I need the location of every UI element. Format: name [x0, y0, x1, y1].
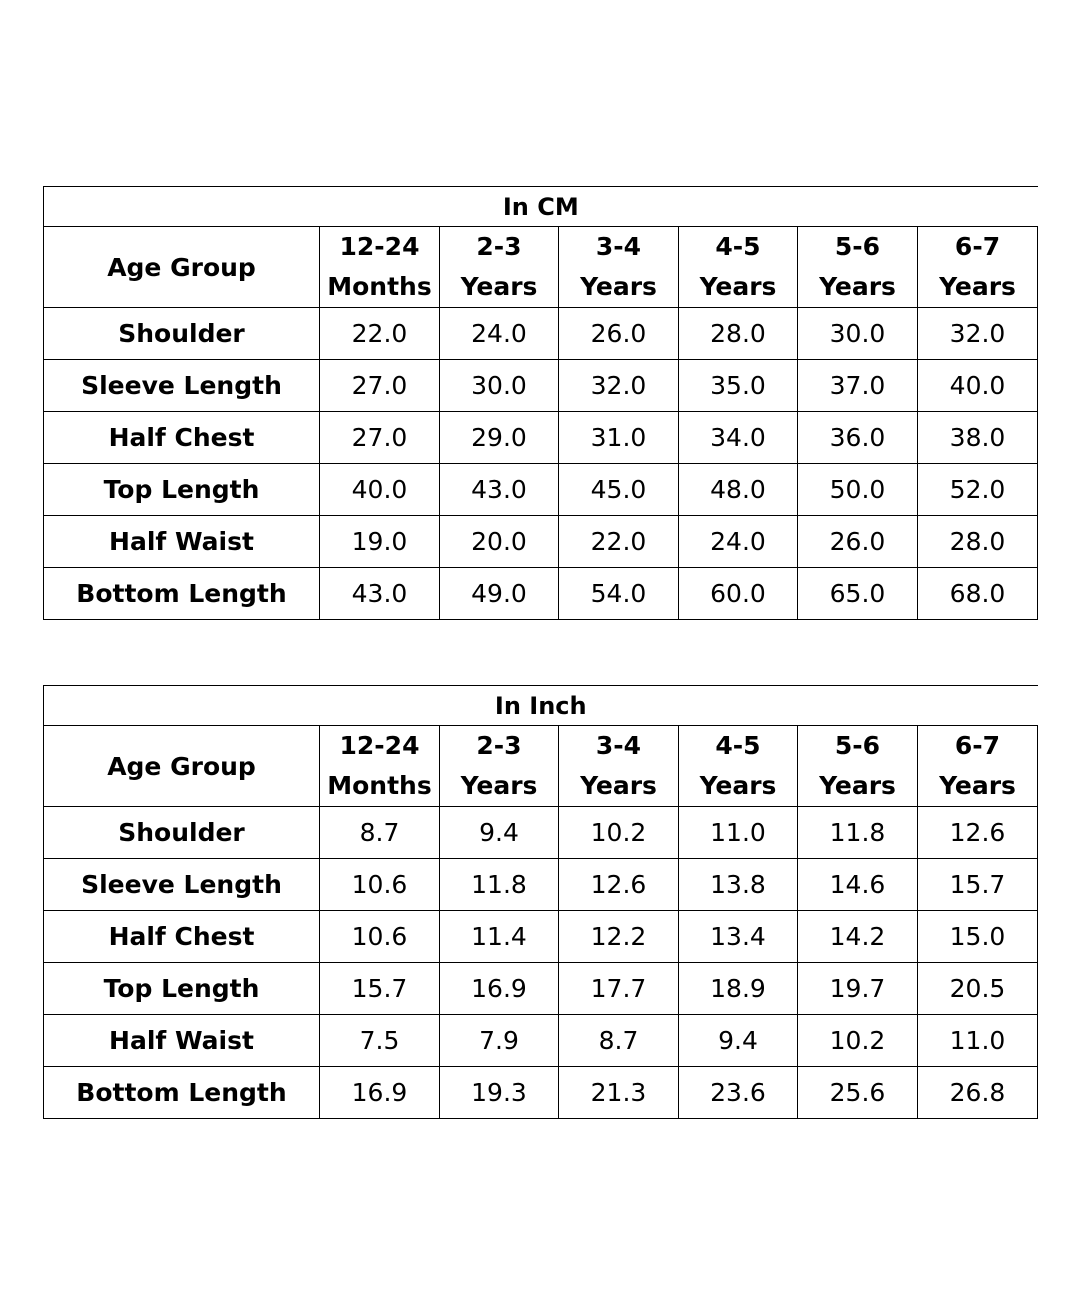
column-header [798, 227, 918, 308]
row-label: Bottom Length [44, 568, 320, 620]
table-row [44, 308, 1038, 360]
table-cell: 12.2 [559, 911, 679, 963]
table-cell: 19.3 [440, 1067, 559, 1119]
table-cell: 15.7 [320, 963, 440, 1015]
table-cell: 7.5 [320, 1015, 440, 1067]
row-label: Half Waist [44, 516, 320, 568]
table-cell: 11.0 [918, 1015, 1038, 1067]
table-cell: 14.2 [798, 911, 918, 963]
table-cell: 52.0 [918, 464, 1038, 516]
table-cell: 16.9 [320, 1067, 440, 1119]
table-cell: 34.0 [679, 412, 798, 464]
table-cell: 32.0 [559, 360, 679, 412]
table-cell: 8.7 [559, 1015, 679, 1067]
column-header-unit: Years [819, 771, 896, 800]
column-header-range: 3-4 [595, 731, 642, 760]
row-label: Sleeve Length [44, 859, 320, 911]
column-header-unit: Months [327, 272, 432, 301]
table-cell: 10.2 [798, 1015, 918, 1067]
column-header-range: 5-6 [834, 232, 881, 261]
row-label: Top Length [44, 464, 320, 516]
table-cell: 20.5 [918, 963, 1038, 1015]
table-cell: 36.0 [798, 412, 918, 464]
table-row [44, 1015, 1038, 1067]
column-header [559, 227, 679, 308]
column-header-range: 6-7 [954, 731, 1001, 760]
column-header-unit: Years [699, 771, 777, 800]
row-label: Bottom Length [44, 1067, 320, 1119]
table-cell: 26.0 [798, 516, 918, 568]
size-chart-table-inch [43, 685, 1038, 1119]
table-cell: 12.6 [918, 807, 1038, 859]
age-group-header: Age Group [44, 726, 320, 807]
table-cell: 14.6 [798, 859, 918, 911]
table-cell: 54.0 [559, 568, 679, 620]
column-header [559, 726, 679, 807]
table-cell: 22.0 [559, 516, 679, 568]
table-cell: 28.0 [679, 308, 798, 360]
table-cell: 26.8 [918, 1067, 1038, 1119]
row-label: Sleeve Length [44, 360, 320, 412]
column-header-range: 2-3 [476, 232, 522, 261]
column-header-range: 12-24 [339, 232, 420, 261]
column-header [440, 227, 559, 308]
size-chart-table-cm [43, 186, 1038, 620]
table-cell: 19.7 [798, 963, 918, 1015]
table-row [44, 568, 1038, 620]
table-cell: 32.0 [918, 308, 1038, 360]
row-label: Shoulder [44, 807, 320, 859]
table-title: In Inch [44, 686, 1038, 726]
table-cell: 10.6 [320, 859, 440, 911]
table-cell: 37.0 [798, 360, 918, 412]
table-cell: 27.0 [320, 412, 440, 464]
table-cell: 11.4 [440, 911, 559, 963]
column-header [320, 726, 440, 807]
column-header [798, 726, 918, 807]
column-header-unit: Years [460, 771, 538, 800]
column-header-unit: Years [460, 272, 538, 301]
table-title-row [44, 187, 1038, 227]
column-header-range: 12-24 [339, 731, 420, 760]
column-header-range: 3-4 [595, 232, 642, 261]
table-cell: 60.0 [679, 568, 798, 620]
table-cell: 24.0 [679, 516, 798, 568]
row-label: Shoulder [44, 308, 320, 360]
column-header [320, 227, 440, 308]
table-cell: 50.0 [798, 464, 918, 516]
table-cell: 11.0 [679, 807, 798, 859]
table-row [44, 859, 1038, 911]
row-label: Half Waist [44, 1015, 320, 1067]
table-cell: 26.0 [559, 308, 679, 360]
column-header [918, 726, 1038, 807]
column-header-range: 4-5 [715, 731, 761, 760]
column-header-range: 4-5 [715, 232, 761, 261]
table-cell: 25.6 [798, 1067, 918, 1119]
table-cell: 45.0 [559, 464, 679, 516]
column-header-range: 2-3 [476, 731, 522, 760]
column-header-unit: Months [327, 771, 432, 800]
table-cell: 30.0 [798, 308, 918, 360]
table-row [44, 807, 1038, 859]
table-row [44, 963, 1038, 1015]
row-label: Top Length [44, 963, 320, 1015]
column-header [679, 227, 798, 308]
column-header-unit: Years [939, 771, 1016, 800]
table-cell: 13.4 [679, 911, 798, 963]
table-cell: 21.3 [559, 1067, 679, 1119]
column-header [679, 726, 798, 807]
table-title-row [44, 686, 1038, 726]
table-cell: 22.0 [320, 308, 440, 360]
table-cell: 16.9 [440, 963, 559, 1015]
table-row [44, 464, 1038, 516]
table-cell: 12.6 [559, 859, 679, 911]
table-cell: 43.0 [320, 568, 440, 620]
table-cell: 48.0 [679, 464, 798, 516]
table-cell: 9.4 [440, 807, 559, 859]
table-row [44, 412, 1038, 464]
column-header-unit: Years [819, 272, 896, 301]
table-cell: 28.0 [918, 516, 1038, 568]
column-header-unit: Years [580, 771, 657, 800]
table-row [44, 911, 1038, 963]
age-group-header: Age Group [44, 227, 320, 308]
row-label: Half Chest [44, 412, 320, 464]
table-title: In CM [44, 187, 1038, 227]
table-header-row [44, 227, 1038, 308]
table-row [44, 516, 1038, 568]
table-cell: 13.8 [679, 859, 798, 911]
table-header-row [44, 726, 1038, 807]
table-cell: 65.0 [798, 568, 918, 620]
table-cell: 17.7 [559, 963, 679, 1015]
table-cell: 49.0 [440, 568, 559, 620]
table-cell: 24.0 [440, 308, 559, 360]
table-row [44, 360, 1038, 412]
row-label: Half Chest [44, 911, 320, 963]
table-cell: 35.0 [679, 360, 798, 412]
table-cell: 10.2 [559, 807, 679, 859]
column-header-unit: Years [580, 272, 657, 301]
table-cell: 18.9 [679, 963, 798, 1015]
table-cell: 15.0 [918, 911, 1038, 963]
column-header [440, 726, 559, 807]
column-header-unit: Years [939, 272, 1016, 301]
table-cell: 40.0 [320, 464, 440, 516]
table-cell: 11.8 [798, 807, 918, 859]
table-cell: 40.0 [918, 360, 1038, 412]
table-cell: 20.0 [440, 516, 559, 568]
table-cell: 9.4 [679, 1015, 798, 1067]
column-header [918, 227, 1038, 308]
column-header-unit: Years [699, 272, 777, 301]
table-cell: 43.0 [440, 464, 559, 516]
table-cell: 10.6 [320, 911, 440, 963]
table-cell: 38.0 [918, 412, 1038, 464]
table-cell: 15.7 [918, 859, 1038, 911]
table-cell: 30.0 [440, 360, 559, 412]
table-cell: 23.6 [679, 1067, 798, 1119]
table-cell: 27.0 [320, 360, 440, 412]
table-cell: 7.9 [440, 1015, 559, 1067]
table-cell: 11.8 [440, 859, 559, 911]
column-header-range: 6-7 [954, 232, 1001, 261]
table-row [44, 1067, 1038, 1119]
table-cell: 8.7 [320, 807, 440, 859]
table-cell: 31.0 [559, 412, 679, 464]
table-cell: 19.0 [320, 516, 440, 568]
table-cell: 68.0 [918, 568, 1038, 620]
column-header-range: 5-6 [834, 731, 881, 760]
table-cell: 29.0 [440, 412, 559, 464]
